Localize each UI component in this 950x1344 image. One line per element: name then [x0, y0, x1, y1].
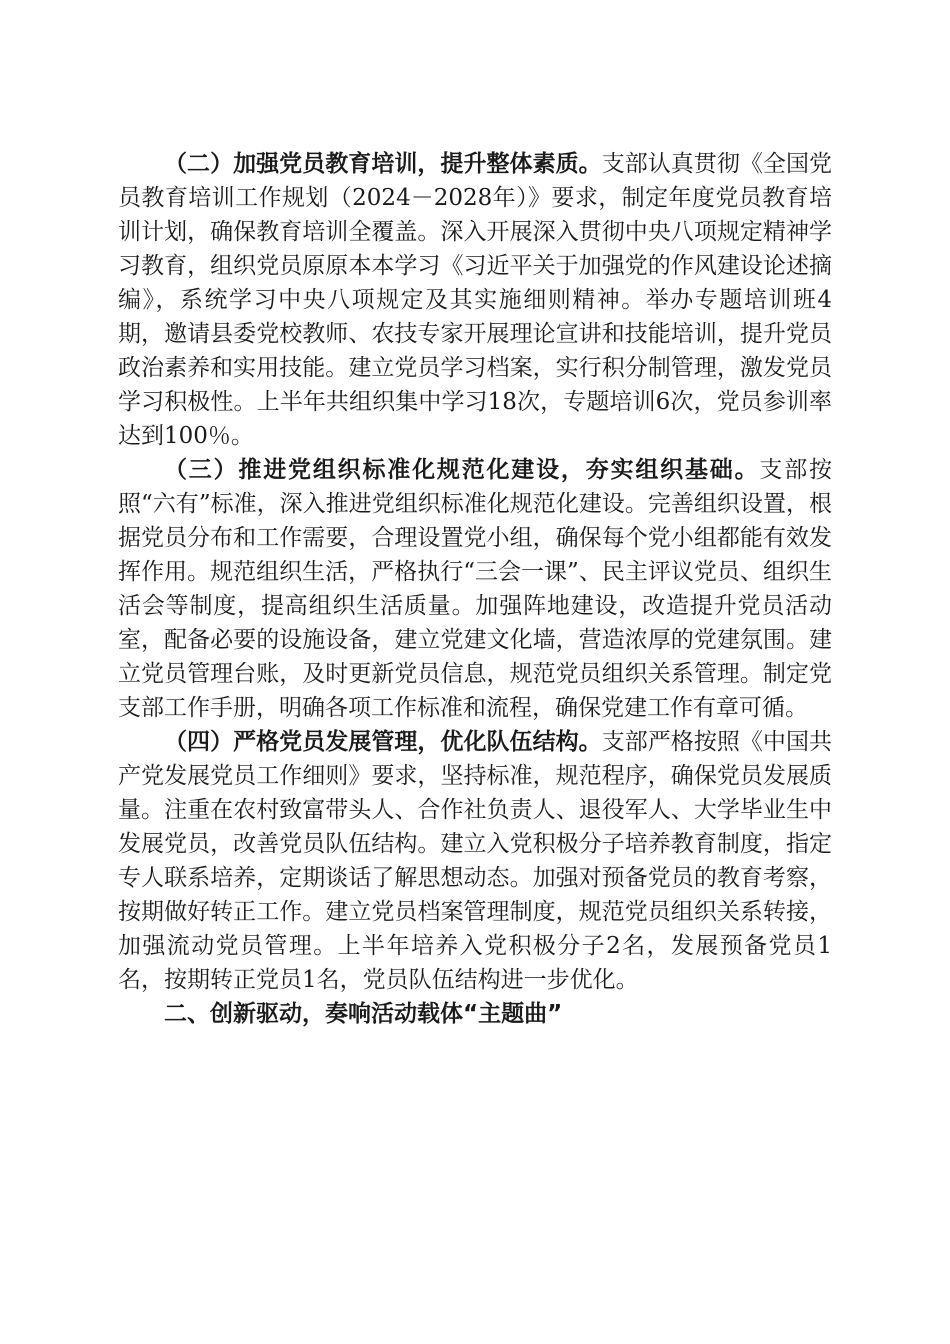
paragraph-heading: （二）加强党员教育培训，提升整体素质。 [164, 151, 602, 177]
section-title: 二、创新驱动，奏响活动载体“主题曲” [164, 1001, 563, 1027]
paragraph-education-training [118, 147, 832, 453]
paragraph-heading: （四）严格党员发展管理，优化队伍结构。 [164, 729, 602, 755]
paragraph-text: 支部严格按照《中国共产党发展党员工作细则》要求，坚持标准，规范程序，确保党员发展质量。注重在农村致富带头人、合作社负责人、退役军人、大学毕业生中发展党员，改善党员队伍结构。建立入党积极分子培养教育制度，指定专人联系培养，定期谈话了解思想动态。加强对预备党员的教育考察，按期做好转正工作。建立党员档案管理制度，规范党员组织关系转接，加强流动党员管理。上半年培养入党积极分子2名，发展预备党员1名，按期转正党员1名，党员队伍结构进一步优化。 [118, 729, 833, 993]
paragraph-text: 支部按照“六有”标准，深入推进党组织标准化规范化建设。完善组织设置，根据党员分布和工作需要，合理设置党小组，确保每个党小组都能有效发挥作用。规范组织生活，严格执行“三会一课”、民主评议党员、组织生活会等制度，提高组织生活质量。加强阵地建设，改造提升党员活动室，配备必要的设施设备，建立党建文化墙，营造浓厚的党建氛围。建立党员管理台账，及时更新党员信息，规范党员组织关系管理。制定党支部工作手册，明确各项工作标准和流程，确保党建工作有章可循。 [118, 457, 833, 721]
paragraph-heading: （三）推进党组织标准化规范化建设，夯实组织基础。 [164, 457, 760, 483]
paragraph-organization-standardization [118, 453, 832, 725]
paragraph-member-development [118, 725, 832, 997]
document-body [118, 147, 832, 1031]
paragraph-text: 支部认真贯彻《全国党员教育培训工作规划（2024－2028年）》要求，制定年度党员教育培训计划，确保教育培训全覆盖。深入开展深入贯彻中央八项规定精神学习教育，组织党员原原本本学习《习近平关于加强党的作风建设论述摘编》，系统学习中央八项规定及其实施细则精神。举办专题培训班4期，邀请县委党校教师、农技专家开展理论宣讲和技能培训，提升党员政治素养和实用技能。建立党员学习档案，实行积分制管理，激发党员学习积极性。上半年共组织集中学习18次，专题培训6次，党员参训率达到100％。 [118, 151, 833, 449]
